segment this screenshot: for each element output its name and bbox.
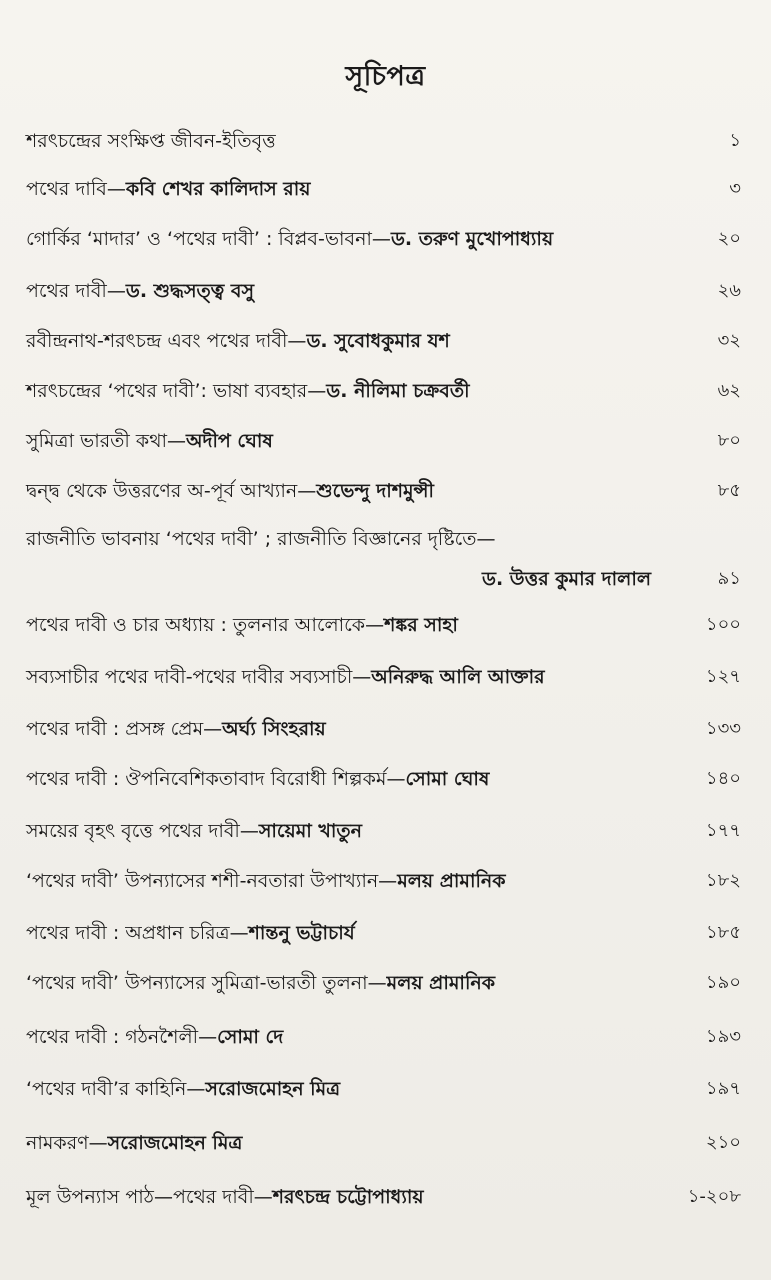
entry-author: সোমা ঘোষ	[405, 768, 490, 790]
entry-author: কবি শেখর কালিদাস রায়	[125, 178, 311, 200]
entry-author: সরোজমোহন মিত্র	[107, 1132, 243, 1154]
toc-entry	[26, 328, 741, 354]
entry-title: পথের দাবী : ঔপনিবেশিকতাবাদ বিরোধী শিল্পকর্ম—	[26, 768, 406, 790]
toc-entry	[26, 428, 741, 454]
entry-author: ড. নীলিমা চক্রবর্তী	[326, 380, 470, 402]
toc-entry	[26, 1130, 741, 1156]
entry-page-number: ১৪০	[705, 768, 741, 789]
toc-entry	[26, 868, 741, 894]
entry-author: সরোজমোহন মিত্র	[205, 1078, 341, 1100]
entry-title: সব্যসাচীর পথের দাবী-পথের দাবীর সব্যসাচী—	[26, 666, 372, 688]
entry-page-number: ১-২০৮	[687, 1186, 741, 1207]
entry-page-number: ৬২	[717, 380, 741, 401]
entry-title: গোর্কির ‘মাদার’ ও ‘পথের দাবী’ : বিপ্লব-ভাবনা—	[26, 228, 391, 250]
entry-title: পথের দাবী : অপ্রধান চরিত্র—	[26, 922, 249, 944]
entry-title: ‘পথের দাবী’ উপন্যাসের শশী-নবতারা উপাখ্যান—	[26, 870, 398, 892]
entry-page-number: ৯১	[717, 568, 741, 589]
entry-title: দ্বন্দ্ব থেকে উত্তরণের অ-পূর্ব আখ্যান—	[26, 480, 317, 502]
page-title: সূচিপত্র	[345, 61, 426, 92]
toc-entry	[26, 1076, 741, 1102]
toc-entry	[26, 226, 741, 252]
entry-title: রবীন্দ্রনাথ-শরৎচন্দ্র এবং পথের দাবী—	[26, 330, 307, 352]
entry-author: মলয় প্রামানিক	[386, 972, 496, 994]
toc-entry	[26, 478, 741, 504]
entry-page-number: ১	[729, 130, 741, 151]
entry-author: মলয় প্রামানিক	[397, 870, 506, 892]
entry-page-number: ২৬	[717, 280, 741, 301]
toc-entry	[26, 176, 741, 202]
toc-entry	[26, 766, 741, 792]
toc-entry	[26, 612, 741, 638]
entry-author: শুভেন্দু দাশমুন্সী	[316, 480, 434, 502]
entry-page-number: ৮৫	[717, 480, 741, 501]
entry-author: অদীপ ঘোষ	[186, 430, 273, 452]
entry-page-number: ১৮২	[705, 870, 741, 891]
toc-entry	[26, 1024, 741, 1050]
entry-page-number: ১৩৩	[705, 718, 741, 739]
entry-title: পথের দাবী : প্রসঙ্গ প্রেম—	[26, 718, 223, 740]
toc-entry	[26, 716, 741, 742]
entry-page-number: ১৭৭	[705, 820, 741, 841]
toc-entry	[26, 128, 741, 154]
toc-entry	[26, 664, 741, 690]
entry-title: পথের দাবী : গঠনশৈলী—	[26, 1026, 218, 1048]
entry-author: শঙ্কর সাহা	[384, 614, 458, 636]
entry-page-number: ১০০	[705, 614, 741, 635]
entry-page-number: ১৯৭	[705, 1078, 741, 1099]
entry-page-number: ৩২	[717, 330, 741, 351]
entry-author: অর্ঘ্য সিংহরায়	[222, 718, 326, 740]
toc-entry	[26, 970, 741, 996]
entry-author: ড. উত্তর কুমার দালাল	[481, 568, 651, 590]
toc-entry	[26, 818, 741, 844]
entry-title: শরৎচন্দ্রের ‘পথের দাবী’: ভাষা ব্যবহার—	[26, 380, 327, 402]
entry-page-number: ২০	[717, 228, 741, 249]
entry-title: সুমিত্রা ভারতী কথা—	[26, 430, 187, 452]
entry-author: সায়েমা খাতুন	[258, 820, 362, 842]
entry-page-number: ১৯৩	[705, 1026, 741, 1047]
entry-author: সোমা দে	[217, 1026, 284, 1048]
entry-page-number: ১৮৫	[705, 922, 741, 943]
entry-author: অনিরুদ্ধ আলি আক্তার	[371, 666, 545, 688]
toc-entry	[26, 278, 741, 304]
toc-entry	[26, 1184, 741, 1210]
entry-title: পথের দাবি—	[26, 178, 126, 200]
entry-page-number: ১২৭	[705, 666, 741, 687]
entry-title: রাজনীতি ভাবনায় ‘পথের দাবী’ ; রাজনীতি বিজ্ঞানের দৃষ্টিতে—	[26, 528, 496, 550]
entry-title: ‘পথের দাবী’ উপন্যাসের সুমিত্রা-ভারতী তুলনা—	[26, 972, 387, 994]
toc-entry	[26, 378, 741, 404]
entry-title: পথের দাবী—	[26, 280, 126, 302]
entry-title: নামকরণ—	[26, 1132, 108, 1154]
entry-page-number: ২১০	[705, 1132, 741, 1153]
entry-title: ‘পথের দাবী’র কাহিনি—	[26, 1078, 206, 1100]
entry-title: মূল উপন্যাস পাঠ—পথের দাবী—	[26, 1186, 273, 1208]
entry-author: ড. সুবোধকুমার যশ	[306, 330, 450, 352]
entry-page-number: ১৯০	[705, 972, 741, 993]
toc-entry	[26, 920, 741, 946]
entry-author: শান্তনু ভট্টাচার্য	[248, 922, 355, 944]
entry-page-number: ৮০	[717, 430, 741, 451]
entry-author: ড. শুদ্ধসত্ত্ব বসু	[125, 280, 255, 302]
entry-author: ড. তরুণ মুখোপাধ্যায়	[390, 228, 554, 250]
entry-page-number: ৩	[729, 178, 741, 199]
entry-title: শরৎচন্দ্রের সংক্ষিপ্ত জীবন-ইতিবৃত্ত	[26, 130, 276, 152]
toc-entry	[26, 526, 741, 590]
entry-author: শরৎচন্দ্র চট্টোপাধ্যায়	[272, 1186, 424, 1208]
entry-title: পথের দাবী ও চার অধ্যায় : তুলনার আলোকে—	[26, 614, 385, 636]
entry-title: সময়ের বৃহৎ বৃত্তে পথের দাবী—	[26, 820, 259, 842]
